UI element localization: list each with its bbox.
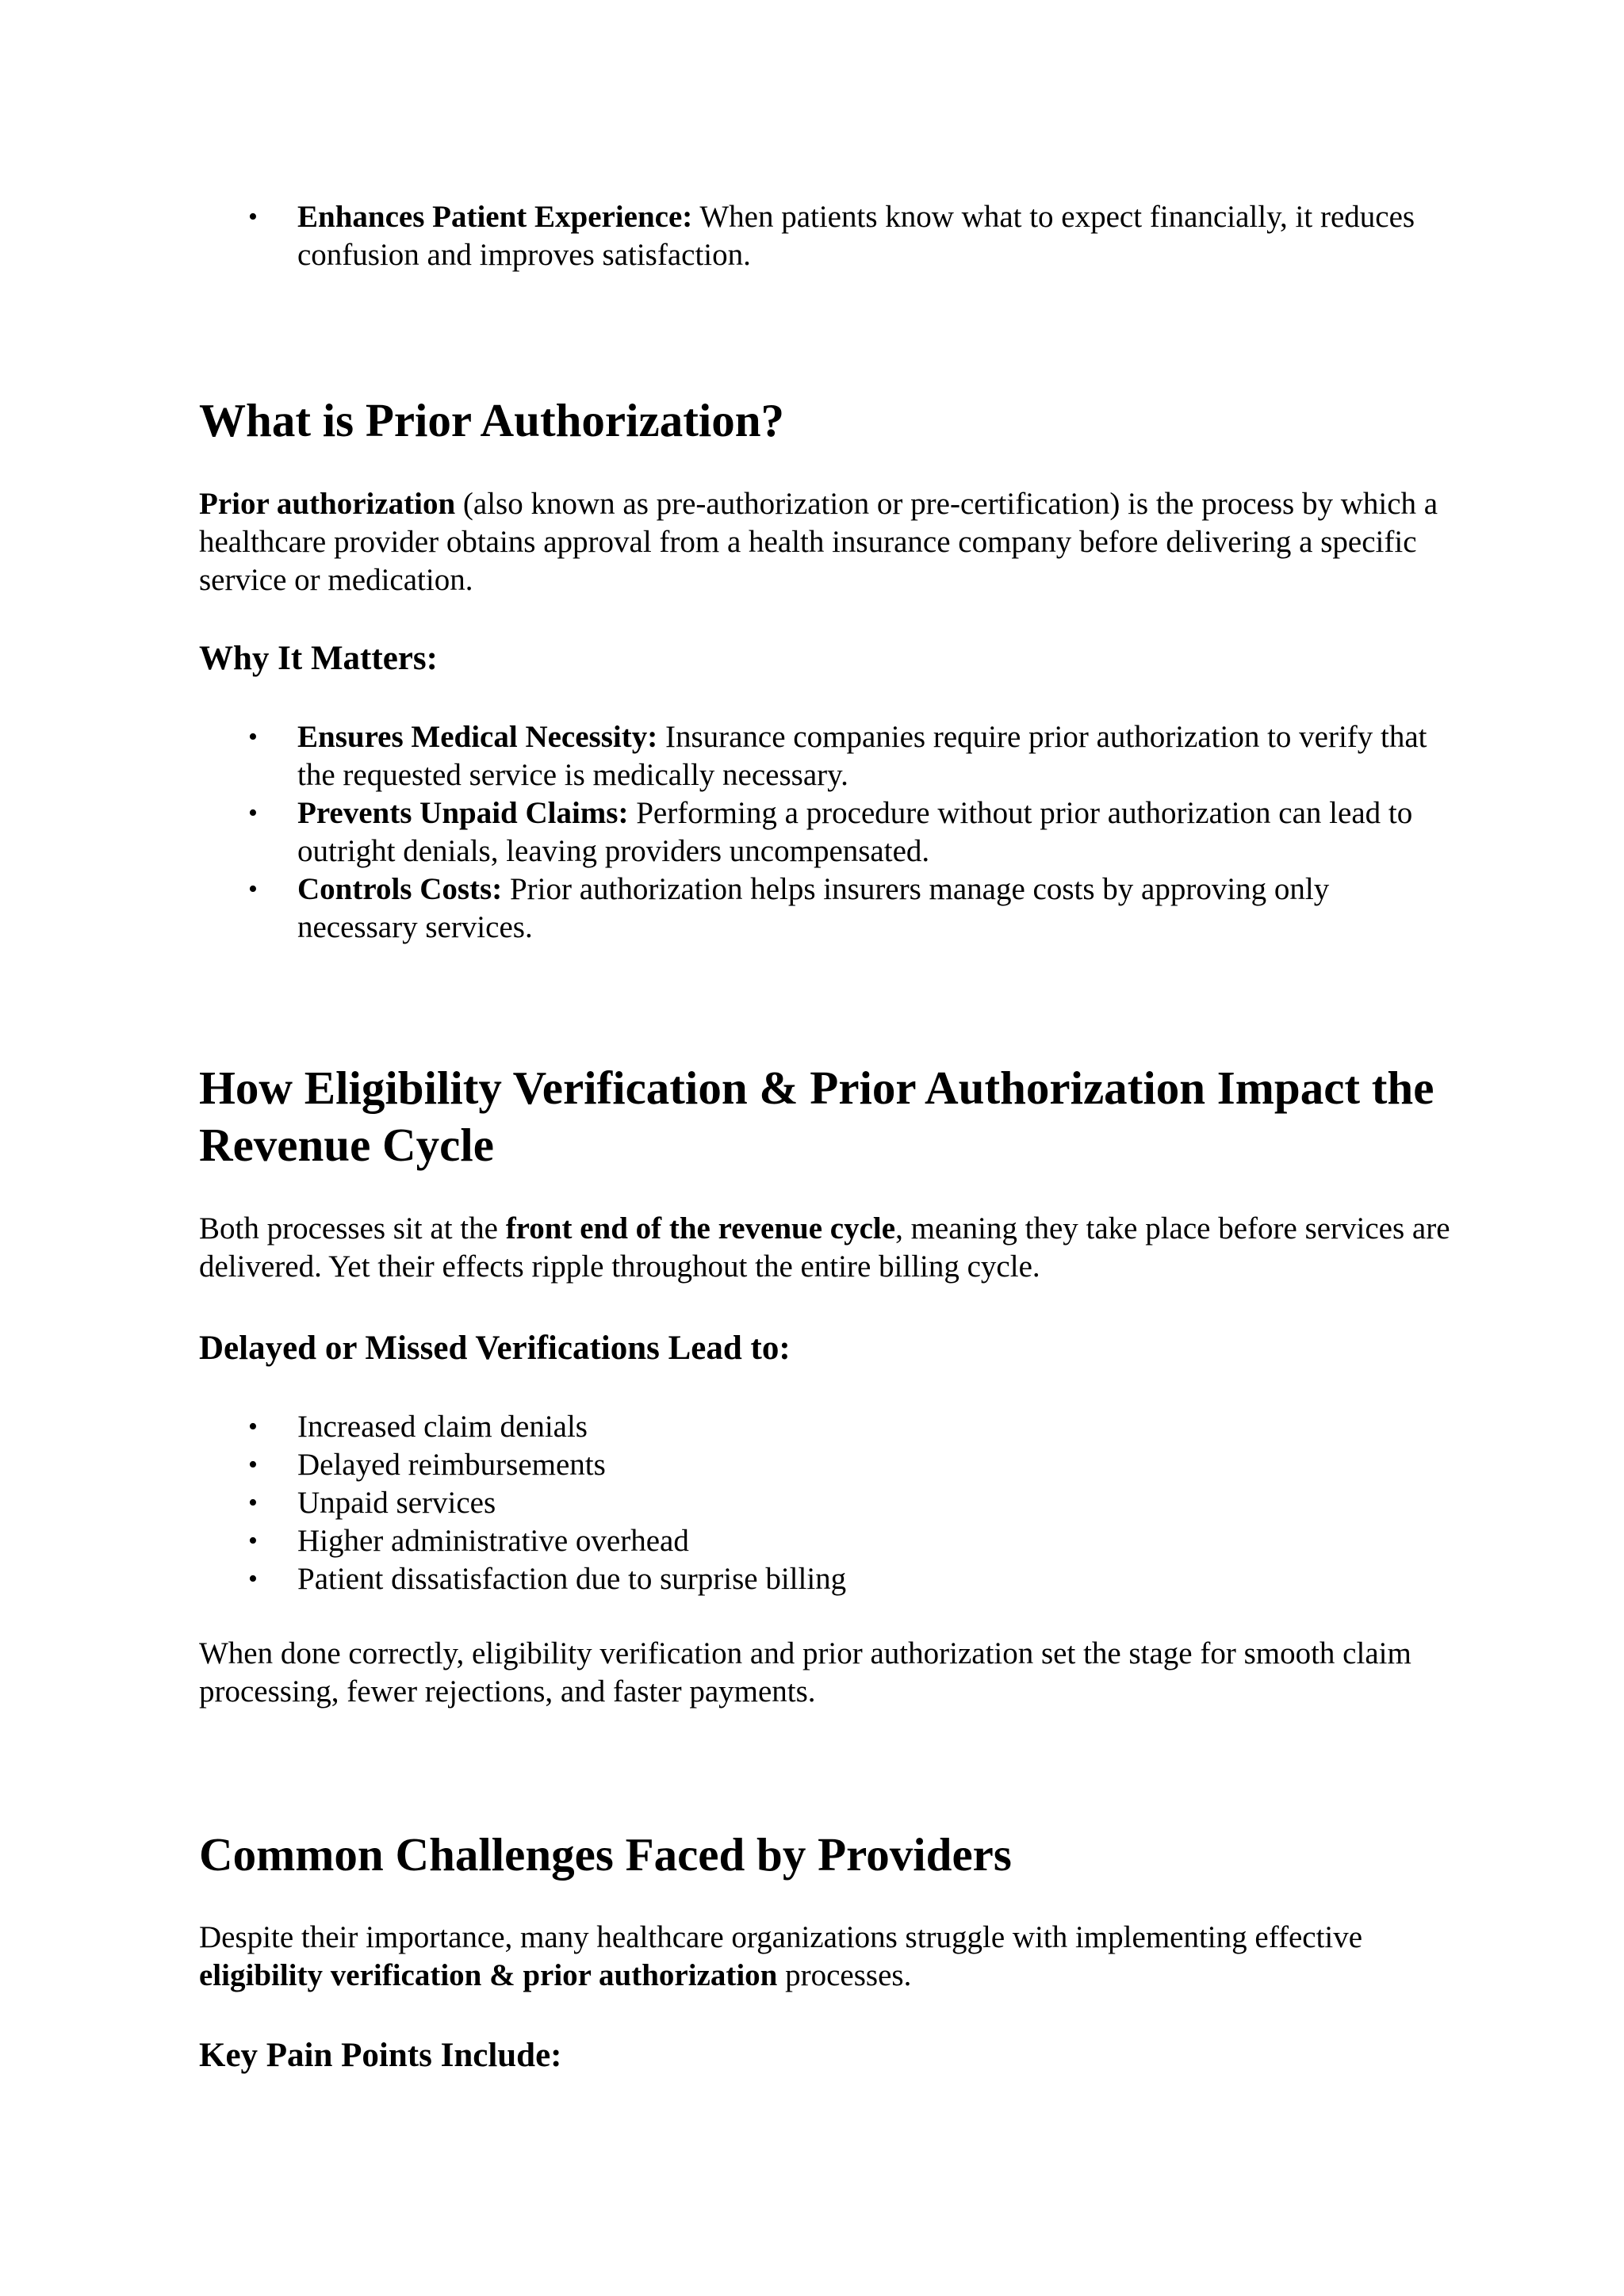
paragraph-text: (also known as pre-authorization or pre-certification) is the process by which a healthcare provider obtains approval from a health insurance company before delivering a specific service or medication. xyxy=(199,487,1438,597)
section-heading-common-challenges: Common Challenges Faced by Providers xyxy=(199,1828,1012,1881)
list-item: • Increased claim denials xyxy=(199,1408,1452,1446)
paragraph-bold: eligibility verification & prior authorization xyxy=(199,1958,778,1992)
paragraph-bold: Prior authorization xyxy=(199,487,456,521)
subheading-key-pain-points: Key Pain Points Include: xyxy=(199,2037,562,2074)
paragraph-text: , meaning they take place before services are delivered. Yet their effects ripple throughout the entire billing cycle. xyxy=(199,1211,1450,1284)
list-item: • Unpaid services xyxy=(199,1484,1452,1522)
list-item xyxy=(199,198,1452,274)
challenges-paragraph xyxy=(199,1919,1452,1995)
list-item: • Higher administrative overhead xyxy=(199,1522,1452,1560)
list-item-text: When patients know what to expect financially, it reduces confusion and improves satisfaction. xyxy=(297,200,1415,272)
paragraph-bold: front end of the revenue cycle xyxy=(505,1211,896,1246)
list-item-label: Controls Costs: xyxy=(297,872,503,906)
section-heading-prior-authorization: What is Prior Authorization? xyxy=(199,394,785,446)
list-item-text: Prior authorization helps insurers manage costs by approving only necessary services. xyxy=(297,872,1330,944)
list-item: • Delayed reimbursements xyxy=(199,1446,1452,1484)
closing-paragraph: When done correctly, eligibility verification and prior authorization set the stage for smooth claim processing, fewer rejections, and faster payments. xyxy=(199,1636,1411,1709)
list-item-label: Enhances Patient Experience: xyxy=(297,200,693,234)
list-item-label: Ensures Medical Necessity: xyxy=(297,720,658,754)
delayed-verifications-list xyxy=(199,1408,1452,1598)
revenue-cycle-paragraph xyxy=(199,1210,1452,1286)
list-item-text: Insurance companies require prior authorization to verify that the requested service is medically necessary. xyxy=(297,720,1427,792)
list-item: • Patient dissatisfaction due to surprise billing xyxy=(199,1560,1452,1598)
why-it-matters-list xyxy=(199,718,1452,947)
list-item-text: Performing a procedure without prior authorization can lead to outright denials, leaving providers uncompensated. xyxy=(297,796,1413,868)
subheading-why-it-matters: Why It Matters: xyxy=(199,640,438,677)
paragraph-text: Despite their importance, many healthcare organizations struggle with implementing effective xyxy=(199,1920,1363,1954)
list-item xyxy=(199,794,1452,871)
list-item xyxy=(199,871,1452,947)
paragraph-text: processes. xyxy=(777,1958,912,1992)
subheading-delayed-verifications: Delayed or Missed Verifications Lead to: xyxy=(199,1330,791,1367)
list-item xyxy=(199,718,1452,794)
intro-list xyxy=(199,198,1452,274)
list-item-label: Prevents Unpaid Claims: xyxy=(297,796,629,830)
paragraph-text: Both processes sit at the xyxy=(199,1211,506,1246)
section-heading-revenue-cycle-impact: How Eligibility Verification & Prior Authorization Impact the Revenue Cycle xyxy=(199,1062,1434,1171)
prior-authorization-paragraph xyxy=(199,485,1452,599)
